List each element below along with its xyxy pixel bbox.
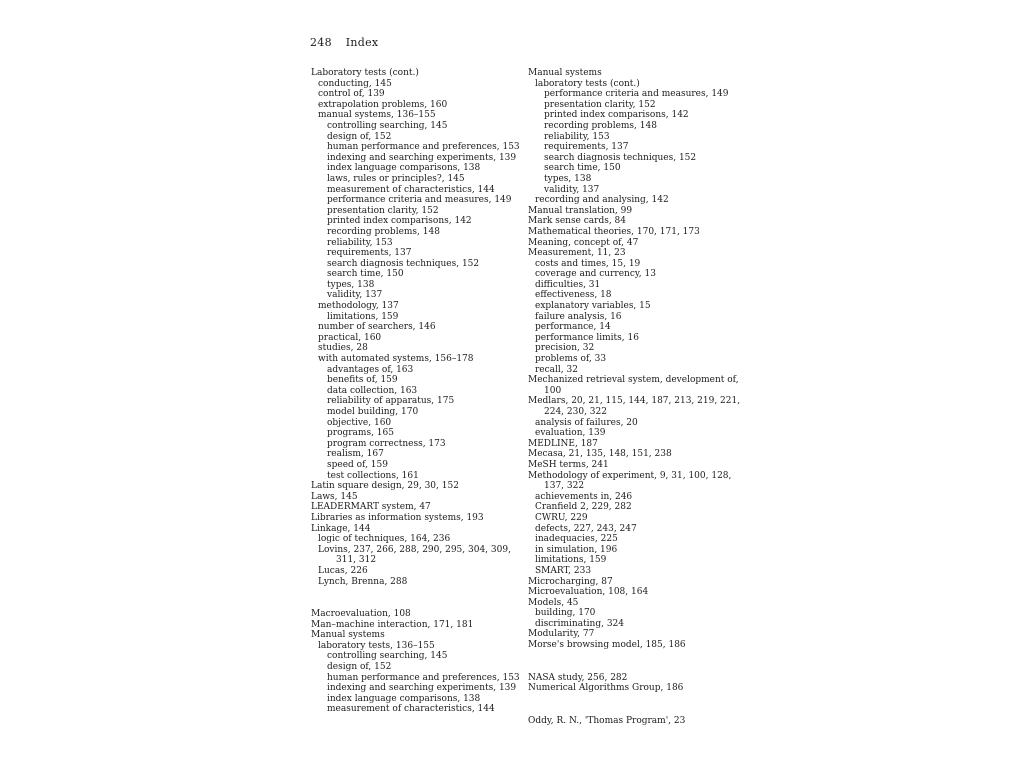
index-sub-entry: printed index comparisons, 142 xyxy=(327,216,472,227)
index-main-entry: Meaning, concept of, 47 xyxy=(528,237,639,248)
index-sub-entry: data collection, 163 xyxy=(327,385,418,396)
index-sub-entry: performance, 14 xyxy=(535,322,611,333)
index-sub-entry: requirements, 137 xyxy=(327,248,412,259)
index-main-entry: Macroevaluation, 108 xyxy=(311,609,411,620)
index-sub-entry: Lynch, Brenna, 288 xyxy=(318,576,408,587)
index-sub-entry: performance limits, 16 xyxy=(535,332,639,343)
index-sub-entry: validity, 137 xyxy=(327,290,383,301)
index-main-entry: Mathematical theories, 170, 171, 173 xyxy=(528,226,700,237)
index-main-entry: MEDLINE, 187 xyxy=(528,438,598,449)
index-main-entry: Libraries as information systems, 193 xyxy=(311,512,484,523)
index-sub-entry: failure analysis, 16 xyxy=(535,311,622,322)
index-sub-entry: speed of, 159 xyxy=(327,459,388,470)
index-sub-entry: search time, 150 xyxy=(327,269,404,280)
index-main-entry: Modularity, 77 xyxy=(528,629,595,640)
index-sub-entry: analysis of failures, 20 xyxy=(535,417,638,428)
index-sub-entry: Lovins, 237, 266, 288, 290, 295, 304, 309, xyxy=(318,544,511,555)
index-sub-entry: human performance and preferences, 153 xyxy=(327,142,520,153)
index-sub-entry: conducting, 145 xyxy=(318,78,392,89)
index-sub-entry: model building, 170 xyxy=(327,407,419,417)
index-sub-entry: design of, 152 xyxy=(327,131,392,142)
index-sub-entry: design of, 152 xyxy=(327,662,392,673)
index-sub-entry: program correctness, 173 xyxy=(327,438,446,449)
index-main-entry: Numerical Algorithms Group, 186 xyxy=(528,683,684,694)
index-sub-entry: precision, 32 xyxy=(535,343,595,354)
index-sub-entry: human performance and preferences, 153 xyxy=(327,672,520,683)
index-sub-entry: control of, 139 xyxy=(318,89,385,100)
index-sub-entry: 137, 322 xyxy=(544,481,585,492)
index-column-left xyxy=(311,68,521,715)
index-sub-entry: evaluation, 139 xyxy=(535,428,606,439)
index-sub-entry: performance criteria and measures, 149 xyxy=(327,195,512,206)
index-sub-entry: measurement of characteristics, 144 xyxy=(327,704,495,715)
index-sub-entry: programs, 165 xyxy=(327,428,394,439)
index-sub-entry: types, 138 xyxy=(544,173,592,184)
index-sub-entry: with automated systems, 156–178 xyxy=(318,354,474,365)
index-sub-entry: index language comparisons, 138 xyxy=(327,693,481,704)
index-sub-entry: presentation clarity, 152 xyxy=(327,205,439,216)
index-sub-entry: CWRU, 229 xyxy=(535,512,588,523)
index-sub-entry: performance criteria and measures, 149 xyxy=(544,89,729,100)
index-sub-entry: studies, 28 xyxy=(318,343,368,354)
index-sub-entry: reliability, 153 xyxy=(327,237,393,248)
index-sub-entry: 224, 230, 322 xyxy=(544,407,607,417)
index-sub-entry: defects, 227, 243, 247 xyxy=(535,523,637,534)
index-sub-entry: difficulties, 31 xyxy=(535,279,601,290)
index-sub-entry: limitations, 159 xyxy=(535,555,607,566)
index-main-entry: LEADERMART system, 47 xyxy=(311,502,431,513)
index-main-entry: NASA study, 256, 282 xyxy=(528,672,628,683)
index-main-entry: Laws, 145 xyxy=(311,491,358,502)
index-main-entry: Mark sense cards, 84 xyxy=(528,216,627,227)
index-sub-entry: 311, 312 xyxy=(336,555,377,566)
index-sub-entry: logic of techniques, 164, 236 xyxy=(318,534,451,545)
index-sub-entry: costs and times, 15, 19 xyxy=(535,258,641,269)
index-sub-entry: laws, rules or principles?, 145 xyxy=(327,173,465,184)
index-sub-entry: recall, 32 xyxy=(535,364,578,375)
index-main-entry: Medlars, 20, 21, 115, 144, 187, 213, 219, 221, xyxy=(528,396,741,407)
index-sub-entry: in simulation, 196 xyxy=(535,544,618,555)
index-sub-entry: controlling searching, 145 xyxy=(327,120,448,131)
index-main-entry: Manual systems xyxy=(528,68,602,78)
index-sub-entry: laboratory tests, 136–155 xyxy=(318,640,435,651)
index-sub-entry: recording and analysing, 142 xyxy=(535,195,669,206)
index-main-entry: Laboratory tests (cont.) xyxy=(311,68,419,78)
index-sub-entry: methodology, 137 xyxy=(318,301,399,312)
index-main-entry: Microcharging, 87 xyxy=(528,576,613,587)
index-sub-entry: number of searchers, 146 xyxy=(318,322,436,333)
index-sub-entry: search diagnosis techniques, 152 xyxy=(327,258,480,269)
index-column-right xyxy=(528,68,743,726)
index-sub-entry: advantages of, 163 xyxy=(327,364,414,375)
index-sub-entry: presentation clarity, 152 xyxy=(544,99,656,110)
index-main-entry: Mechanized retrieval system, development of, xyxy=(528,375,739,386)
index-spacer xyxy=(528,651,743,673)
index-main-entry: Latin square design, 29, 30, 152 xyxy=(311,481,459,492)
index-sub-entry: laboratory tests (cont.) xyxy=(535,78,640,89)
running-title: Index xyxy=(345,36,379,49)
index-sub-entry: requirements, 137 xyxy=(544,142,629,153)
index-spacer xyxy=(311,587,521,609)
index-main-entry: Manual systems xyxy=(311,630,385,641)
index-main-entry: Linkage, 144 xyxy=(311,523,371,534)
index-sub-entry: extrapolation problems, 160 xyxy=(318,99,448,110)
index-sub-entry: objective, 160 xyxy=(327,417,392,428)
index-sub-entry: index language comparisons, 138 xyxy=(327,163,481,174)
index-sub-entry: search diagnosis techniques, 152 xyxy=(544,152,697,163)
index-sub-entry: manual systems, 136–155 xyxy=(318,110,436,121)
index-sub-entry: explanatory variables, 15 xyxy=(535,301,651,312)
index-sub-entry: recording problems, 148 xyxy=(327,226,440,237)
index-sub-entry: measurement of characteristics, 144 xyxy=(327,184,495,195)
index-sub-entry: coverage and currency, 13 xyxy=(535,269,656,280)
index-sub-entry: effectiveness, 18 xyxy=(535,290,612,301)
index-sub-entry: validity, 137 xyxy=(544,184,600,195)
index-main-entry: Measurement, 11, 23 xyxy=(528,248,626,259)
index-sub-entry: Lucas, 226 xyxy=(318,565,368,576)
index-sub-entry: problems of, 33 xyxy=(535,354,607,365)
index-sub-entry: discriminating, 324 xyxy=(535,618,625,629)
page-number: 248 xyxy=(310,36,332,49)
index-main-entry: Manual translation, 99 xyxy=(528,205,633,216)
index-sub-entry: indexing and searching experiments, 139 xyxy=(327,683,517,694)
index-sub-entry: inadequacies, 225 xyxy=(535,534,618,545)
index-main-entry: MeSH terms, 241 xyxy=(528,459,609,470)
index-spacer xyxy=(528,694,743,716)
index-sub-entry: limitations, 159 xyxy=(327,311,399,322)
index-main-entry: Man–machine interaction, 171, 181 xyxy=(311,619,474,630)
index-sub-entry: building, 170 xyxy=(535,608,596,619)
index-sub-entry: recording problems, 148 xyxy=(544,120,657,131)
index-sub-entry: indexing and searching experiments, 139 xyxy=(327,152,517,163)
index-sub-entry: printed index comparisons, 142 xyxy=(544,110,689,121)
running-header xyxy=(310,36,378,49)
index-main-entry: Methodology of experiment, 9, 31, 100, 128, xyxy=(528,470,732,481)
index-sub-entry: test collections, 161 xyxy=(327,470,419,481)
index-sub-entry: benefits of, 159 xyxy=(327,375,398,386)
index-main-entry: Models, 45 xyxy=(528,597,579,608)
index-sub-entry: controlling searching, 145 xyxy=(327,651,448,662)
index-sub-entry: realism, 167 xyxy=(327,449,384,460)
index-sub-entry: reliability of apparatus, 175 xyxy=(327,396,455,407)
index-sub-entry: reliability, 153 xyxy=(544,131,610,142)
index-main-entry: Microevaluation, 108, 164 xyxy=(528,587,649,598)
index-main-entry: Oddy, R. N., 'Thomas Program', 23 xyxy=(528,715,686,726)
index-sub-entry: types, 138 xyxy=(327,279,375,290)
index-sub-entry: Cranfield 2, 229, 282 xyxy=(535,502,632,513)
index-sub-entry: achievements in, 246 xyxy=(535,491,633,502)
index-main-entry: Mecasa, 21, 135, 148, 151, 238 xyxy=(528,449,672,460)
index-sub-entry: SMART, 233 xyxy=(535,565,592,576)
index-sub-entry: practical, 160 xyxy=(318,332,382,343)
index-main-entry: Morse's browsing model, 185, 186 xyxy=(528,640,686,651)
index-sub-entry: search time, 150 xyxy=(544,163,621,174)
index-sub-entry: 100 xyxy=(544,385,562,396)
